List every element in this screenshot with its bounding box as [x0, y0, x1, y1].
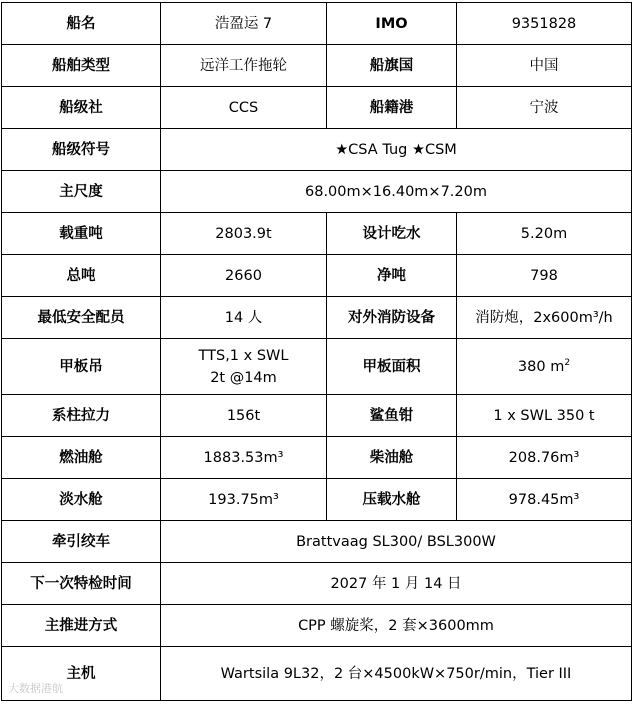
design-draft-value: 5.20m — [457, 213, 632, 255]
class-society-label: 船级社 — [2, 87, 161, 129]
net-tonnage-label: 净吨 — [327, 255, 457, 297]
flag-state-value: 中国 — [457, 45, 632, 87]
main-dimensions-label: 主尺度 — [2, 171, 161, 213]
deadweight-label: 载重吨 — [2, 213, 161, 255]
table-row — [2, 437, 632, 479]
main-dimensions-value: 68.00m×16.40m×7.20m — [161, 171, 632, 213]
min-safe-manning-value: 14 人 — [161, 297, 327, 339]
table-row — [2, 45, 632, 87]
table-row — [2, 3, 632, 45]
flag-state-label: 船旗国 — [327, 45, 457, 87]
table-row — [2, 479, 632, 521]
fresh-water-tank-label: 淡水舱 — [2, 479, 161, 521]
table-row — [2, 605, 632, 647]
main-propulsion-label: 主推进方式 — [2, 605, 161, 647]
fresh-water-tank-value: 193.75m³ — [161, 479, 327, 521]
net-tonnage-value: 798 — [457, 255, 632, 297]
next-special-survey-label: 下一次特检时间 — [2, 563, 161, 605]
table-row — [2, 129, 632, 171]
table-row — [2, 297, 632, 339]
table-row — [2, 339, 632, 395]
port-of-registry-label: 船籍港 — [327, 87, 457, 129]
ship-type-value: 远洋工作拖轮 — [161, 45, 327, 87]
design-draft-label: 设计吃水 — [327, 213, 457, 255]
next-special-survey-value: 2027 年 1 月 14 日 — [161, 563, 632, 605]
ballast-tank-label: 压载水舱 — [327, 479, 457, 521]
table-row — [2, 87, 632, 129]
fuel-oil-tank-label: 燃油舱 — [2, 437, 161, 479]
imo-value: 9351828 — [457, 3, 632, 45]
table-row — [2, 563, 632, 605]
main-engine-value: Wartsila 9L32，2 台×4500kW×750r/min，Tier III — [161, 647, 632, 701]
class-notation-value: ★CSA Tug ★CSM — [161, 129, 632, 171]
gross-tonnage-label: 总吨 — [2, 255, 161, 297]
deck-crane-value-line1: TTS,1 x SWL — [198, 347, 289, 364]
table-row — [2, 171, 632, 213]
main-engine-label: 主机 — [2, 647, 161, 701]
shark-jaw-label: 鲨鱼钳 — [327, 395, 457, 437]
deck-area-label: 甲板面积 — [327, 339, 457, 395]
ship-name-label: 船名 — [2, 3, 161, 45]
diesel-tank-value: 208.76m³ — [457, 437, 632, 479]
firefighting-equipment-value: 消防炮，2x600m³/h — [457, 297, 632, 339]
ship-type-label: 船舶类型 — [2, 45, 161, 87]
ballast-tank-value: 978.45m³ — [457, 479, 632, 521]
deck-crane-value-line2: 2t @14m — [210, 369, 277, 386]
diesel-tank-label: 柴油舱 — [327, 437, 457, 479]
table-row — [2, 647, 632, 701]
towing-winch-label: 牵引绞车 — [2, 521, 161, 563]
class-notation-label: 船级符号 — [2, 129, 161, 171]
firefighting-equipment-label: 对外消防设备 — [327, 297, 457, 339]
class-society-value: CCS — [161, 87, 327, 129]
deck-area-exponent: 2 — [564, 357, 571, 368]
deck-crane-value — [161, 339, 327, 395]
ship-name-value: 浩盈运 7 — [161, 3, 327, 45]
table-row — [2, 521, 632, 563]
table-row — [2, 395, 632, 437]
deck-crane-label: 甲板吊 — [2, 339, 161, 395]
towing-winch-value: Brattvaag SL300/ BSL300W — [161, 521, 632, 563]
main-propulsion-value: CPP 螺旋桨，2 套×3600mm — [161, 605, 632, 647]
table-row — [2, 213, 632, 255]
table-row — [2, 255, 632, 297]
port-of-registry-value: 宁波 — [457, 87, 632, 129]
deck-area-number: 380 m — [517, 358, 565, 375]
bollard-pull-label: 系柱拉力 — [2, 395, 161, 437]
min-safe-manning-label: 最低安全配员 — [2, 297, 161, 339]
bollard-pull-value: 156t — [161, 395, 327, 437]
imo-label: IMO — [327, 3, 457, 45]
deck-area-value — [457, 339, 632, 395]
watermark: 大数据港航 — [8, 682, 63, 695]
gross-tonnage-value: 2660 — [161, 255, 327, 297]
fuel-oil-tank-value: 1883.53m³ — [161, 437, 327, 479]
shark-jaw-value: 1 x SWL 350 t — [457, 395, 632, 437]
ship-spec-table — [1, 2, 632, 701]
deadweight-value: 2803.9t — [161, 213, 327, 255]
